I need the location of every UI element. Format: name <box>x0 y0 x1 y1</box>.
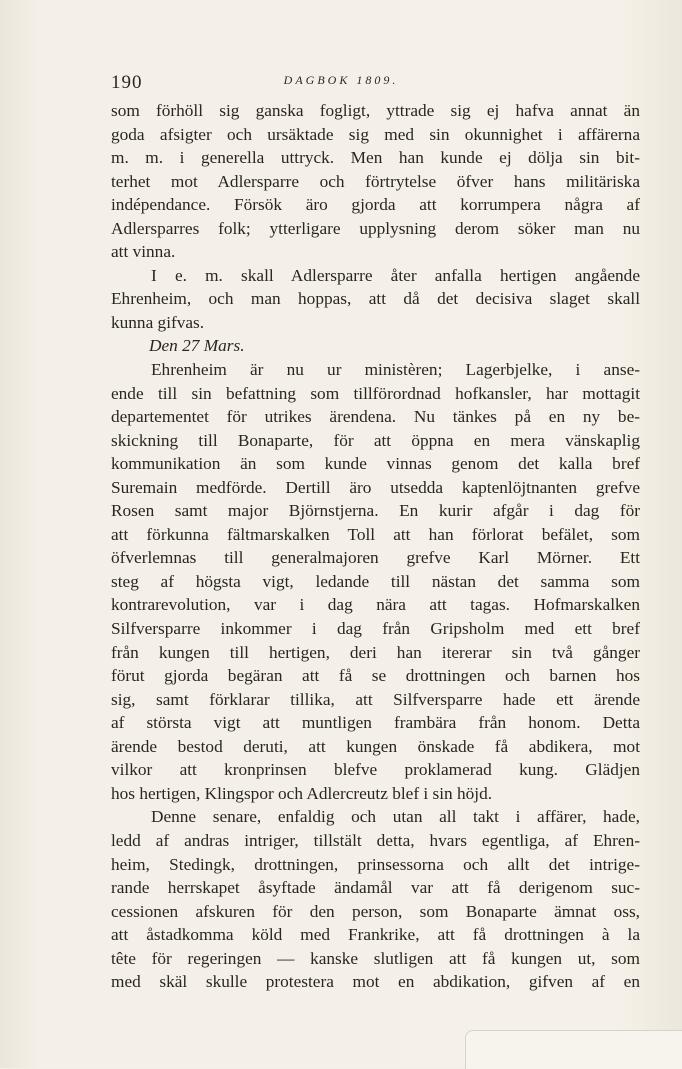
text-line: heim, Stedingk, drottningen, prinsessorna och allt det intrige- <box>111 854 640 874</box>
text-line: skickning till Bonaparte, för att öppna en mera vänskaplig <box>111 430 640 450</box>
text-line: af största vigt att muntligen frambära från honom. Detta <box>111 713 640 733</box>
page-corner-mark <box>465 1030 682 1069</box>
text-line: Ehrenheim, och man hoppas, att då det decisiva slaget skall <box>111 289 640 309</box>
text-line: ledd af andras intriger, tillstält detta, hvars egentliga, af Ehren- <box>111 830 640 850</box>
text-line: att åstadkomma köld med Frankrike, att få drottningen à la <box>111 925 640 945</box>
text-line: som förhöll sig ganska fogligt, yttrade sig ej hafva annat än <box>111 101 640 120</box>
text-line: terhet mot Adlersparre och förtrytelse öfver hans militäriska <box>111 171 640 191</box>
text-line: kommunikation än som kunde vinnas genom det kalla bref <box>111 454 640 474</box>
text-line: ärende bestod deruti, att kungen önskade få abdikera, mot <box>111 736 640 756</box>
running-head: DAGBOK 1809. <box>283 73 399 87</box>
text-line: med skäl skulle protestera mot en abdikation, gifven af en <box>111 972 640 992</box>
text-line: Silfversparre inkommer i dag från Gripsholm med ett bref <box>111 619 640 639</box>
text-line: cessionen afskuren för den person, som Bonaparte ämnat oss, <box>111 901 640 921</box>
text-line: Denne senare, enfaldig och utan all takt i affärer, hade, <box>151 807 640 827</box>
text-line: från kungen till hertigen, deri han itererar sin två gånger <box>111 642 640 662</box>
text-line: Suremain medförde. Dertill äro utsedda kaptenlöjtnanten grefve <box>111 477 640 497</box>
body-text <box>111 99 640 994</box>
text-line: goda afsigter och ursäktade sig med sin okunnighet i affärerna <box>111 124 640 144</box>
text-line: rande herrskapet åsyftade ändamål var att få derigenom suc- <box>111 878 640 898</box>
text-line: tête för regeringen — kanske slutligen att få kungen ut, som <box>111 948 640 968</box>
text-line: indépendance. Försök äro gjorda att korrumpera några af <box>111 195 640 215</box>
section-heading: Den 27 Mars. <box>149 336 245 356</box>
text-line: sig, samt förklarar tillika, att Silfversparre hade ett ärende <box>111 689 640 709</box>
text-line: ende till sin befattning som tillförordnad hofkansler, har mottagit <box>111 383 640 403</box>
text-line: departementet för utrikes ärendena. Nu tänkes på en ny be- <box>111 407 640 427</box>
text-line: förut gjorda begäran att få se drottningen och barnen hos <box>111 666 640 686</box>
page-number: 190 <box>111 72 143 93</box>
text-line: hos hertigen, Klingspor och Adlercreutz blef i sin höjd. <box>111 783 493 803</box>
text-line: kontrarevolution, var i dag nära att tagas. Hofmarskalken <box>111 595 640 615</box>
text-line: kunna gifvas. <box>111 312 205 332</box>
text-line: öfverlemnas till generalmajoren grefve Karl Mörner. Ett <box>111 548 640 568</box>
text-line: I e. m. skall Adlersparre åter anfalla hertigen angående <box>151 265 640 285</box>
text-line: steg af högsta vigt, ledande till nästan det samma som <box>111 571 640 591</box>
text-line: Adlersparres folk; ytterligare upplysning derom söker man nu <box>111 218 640 238</box>
text-line: Ehrenheim är nu ur ministèren; Lagerbjelke, i anse- <box>151 360 640 380</box>
text-line: att förkunna fältmarskalken Toll att han förlorat befälet, som <box>111 524 640 544</box>
text-line: m. m. i generella uttryck. Men han kunde ej dölja sin bit- <box>111 148 640 168</box>
text-line: vilkor att kronprinsen blefve proklamerad kung. Glädjen <box>111 760 640 780</box>
text-line: Rosen samt major Björnstjerna. En kurir afgår i dag för <box>111 501 640 521</box>
text-line: att vinna. <box>111 242 176 262</box>
